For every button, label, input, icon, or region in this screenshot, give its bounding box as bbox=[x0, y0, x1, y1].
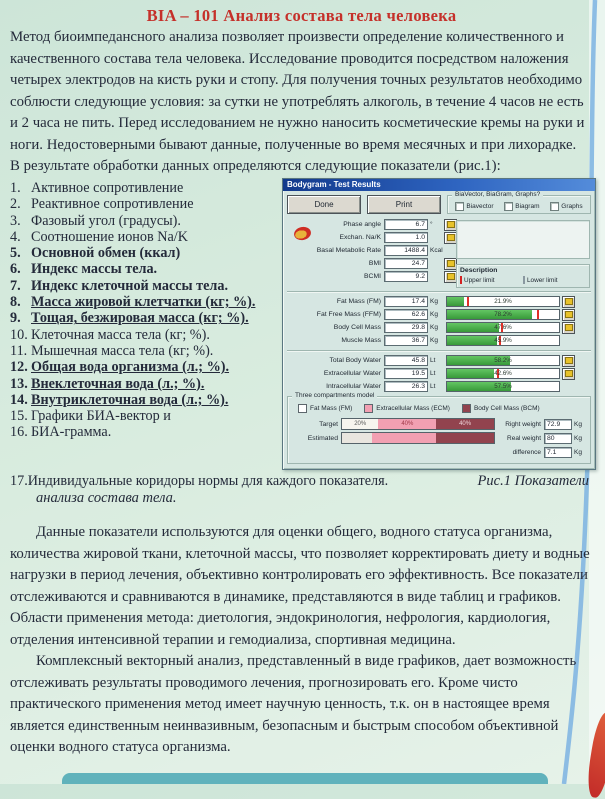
result-value-input[interactable]: 36.7 bbox=[384, 335, 428, 346]
compartment-legend-item[interactable] bbox=[364, 404, 450, 413]
weight-row bbox=[495, 417, 586, 431]
upper-limit-label: Upper limit bbox=[464, 276, 495, 284]
water-results bbox=[287, 355, 591, 392]
weight-value-input[interactable]: 80 bbox=[544, 433, 572, 444]
norm-table-icon bbox=[565, 311, 573, 318]
field-label: Exchan. Na/K bbox=[339, 234, 381, 241]
weight-label: Right weight bbox=[505, 420, 541, 428]
result-value-input[interactable]: 62.6 bbox=[384, 309, 428, 320]
weight-value-input[interactable]: 72.9 bbox=[544, 419, 572, 430]
akern-logo-icon bbox=[294, 227, 311, 240]
field-row bbox=[287, 232, 459, 243]
limits-legend bbox=[460, 276, 586, 284]
list-item bbox=[10, 310, 278, 326]
estimated-label: Estimated bbox=[307, 434, 338, 442]
checkbox-label: Graphs bbox=[561, 203, 583, 210]
percent-bar bbox=[446, 322, 560, 333]
list-item-number: 6. bbox=[10, 261, 21, 278]
result-value-input[interactable]: 45.8 bbox=[384, 355, 428, 366]
list-item-number: 11. bbox=[10, 342, 28, 359]
legend-swatch-icon bbox=[298, 404, 307, 413]
list-item-text: Общая вода организма (л.; %). bbox=[31, 359, 230, 376]
list-item-number: 13. bbox=[10, 375, 28, 392]
item17-caption-row bbox=[10, 473, 593, 490]
window-toolbar bbox=[287, 191, 591, 214]
norm-table-button[interactable] bbox=[562, 322, 575, 334]
weight-label: difference bbox=[512, 448, 541, 456]
graph-options-label: BiaVector, BiaGram, Graphs? bbox=[452, 191, 543, 198]
percent-value: 21.9% bbox=[494, 298, 512, 305]
list-item bbox=[10, 180, 278, 196]
list-item bbox=[10, 343, 278, 359]
norm-table-icon bbox=[447, 221, 455, 228]
figure-column bbox=[282, 178, 596, 470]
list-item bbox=[10, 376, 278, 392]
list-item bbox=[10, 229, 278, 245]
estimated-bar bbox=[341, 432, 495, 444]
list-item-text: БИА-грамма. bbox=[31, 424, 112, 441]
percent-bar bbox=[446, 355, 560, 366]
result-label: Intracellular Water bbox=[326, 383, 381, 390]
list-item-text: Активное сопротивление bbox=[31, 180, 184, 196]
option-biagram[interactable] bbox=[504, 202, 539, 211]
target-segment: 40% bbox=[378, 419, 436, 429]
list-item bbox=[10, 196, 278, 212]
list-item-text: Внеклеточная вода (л.; %). bbox=[31, 375, 205, 392]
norm-table-icon bbox=[447, 234, 455, 241]
list-item-number: 7. bbox=[10, 277, 21, 294]
target-bar bbox=[341, 418, 495, 430]
list-item bbox=[10, 327, 278, 343]
compartment-legend-item[interactable] bbox=[462, 404, 540, 413]
estimated-segment bbox=[436, 433, 494, 443]
field-row bbox=[287, 258, 459, 269]
weight-row bbox=[495, 445, 586, 459]
checkbox-label: Biavector bbox=[466, 203, 494, 210]
description-group bbox=[456, 264, 590, 288]
list-item-number: 5. bbox=[10, 245, 21, 262]
field-row bbox=[287, 245, 459, 256]
list-item bbox=[10, 294, 278, 310]
figure-caption-line1: Рис.1 Показатели bbox=[477, 473, 589, 489]
result-value-input[interactable]: 19.5 bbox=[384, 368, 428, 379]
scalar-results-area bbox=[287, 219, 591, 287]
list-item-17: 17.Индивидуальные коридоры нормы для каждого показателя. bbox=[10, 473, 389, 489]
page-title: BIA – 101 Анализ состава тела человека bbox=[146, 6, 457, 25]
list-item-text: Клеточная масса тела (кг; %). bbox=[31, 326, 210, 343]
legend-swatch-icon bbox=[364, 404, 373, 413]
three-compartments-group bbox=[287, 392, 591, 464]
weight-row bbox=[495, 431, 586, 445]
percent-value: 45.9% bbox=[494, 337, 512, 344]
field-label: Phase angle bbox=[343, 221, 381, 228]
list-item-text: Индекс клеточной массы тела. bbox=[31, 277, 229, 294]
list-item bbox=[10, 359, 278, 375]
upper-limit-tick-icon bbox=[460, 276, 462, 284]
norm-table-icon bbox=[565, 357, 573, 364]
result-value-input[interactable]: 29.8 bbox=[384, 322, 428, 333]
percent-bar bbox=[446, 296, 560, 307]
result-row bbox=[287, 296, 591, 307]
window-titlebar: Bodygram - Test Results bbox=[283, 179, 595, 191]
list-item-text: Индекс массы тела. bbox=[31, 261, 158, 278]
weight-unit: Kg bbox=[574, 420, 582, 428]
weight-unit: Kg bbox=[574, 434, 582, 442]
list-item-text: Соотношение ионов Na/K bbox=[31, 228, 188, 245]
result-row bbox=[287, 381, 591, 392]
done-button[interactable]: Done bbox=[287, 195, 361, 214]
result-label: Muscle Mass bbox=[341, 337, 381, 344]
window-body bbox=[283, 191, 595, 469]
compartments-body bbox=[292, 417, 586, 459]
separator bbox=[287, 350, 591, 351]
percent-bar bbox=[446, 381, 560, 392]
list-item-text: Основной обмен (ккал) bbox=[31, 245, 181, 262]
checkbox-icon[interactable] bbox=[504, 202, 513, 211]
three-compartments-label: Three compartments model bbox=[292, 392, 377, 399]
target-label: Target bbox=[319, 420, 338, 428]
paragraph-method: Метод биоимпедансного анализа позволяет произвести определение количественного и качественного состава тела человека. Исследование проводится посредством наложения четырех электродов на кисть руки и стопу. Для получения точных результатов необходимо соблюсти следующие условия: за сутки не употреблять алкоголь, в течение 4 часов не есть и 2 часа не пить. Перед исследованием не нужно наносить косметические кремы на руки и ноги. Недостоверными бывают данные, полученные во время месячных и при лихорадке. bbox=[10, 29, 585, 153]
field-unit: ° bbox=[430, 221, 433, 228]
graph-options-group bbox=[447, 191, 591, 214]
result-unit: Kg bbox=[430, 337, 438, 344]
norm-table-icon bbox=[447, 260, 455, 267]
percent-bar bbox=[446, 309, 560, 320]
bodygram-window bbox=[282, 178, 596, 470]
compartments-bars bbox=[292, 417, 495, 459]
norm-table-button[interactable] bbox=[562, 296, 575, 308]
list-item-number: 4. bbox=[10, 228, 21, 245]
field-value-input[interactable]: 1488.4 bbox=[384, 245, 428, 256]
right-panel bbox=[456, 220, 590, 288]
list-item-text: Тощая, безжировая масса (кг; %). bbox=[31, 310, 249, 327]
list-item bbox=[10, 213, 278, 229]
list-item-number: 14. bbox=[10, 391, 28, 408]
result-row bbox=[287, 355, 591, 366]
checkbox-label: Biagram bbox=[515, 203, 540, 210]
norm-table-button[interactable] bbox=[562, 368, 575, 380]
field-value-input[interactable]: 24.7 bbox=[384, 258, 428, 269]
paragraph-applications: Данные показатели используются для оценки общего, водного статуса организма, количества жировой ткани, клеточной массы, что позволяет корректировать диету и водные нагрузки в период лечения, объективно контролировать его эффективность. Все показатели отслеживаются и сравниваются в динамике, представляются в виде таблиц и графиков. Области применения метода: диетология, эндокринология, нефрология, кардиология, отделения интенсивной терапии и гемодиализа, спортивная медицина. bbox=[10, 524, 590, 648]
result-unit: Lt bbox=[430, 357, 436, 364]
result-label: Fat Mass (FM) bbox=[336, 298, 381, 305]
target-segment: 40% bbox=[436, 419, 494, 429]
list-item-number: 3. bbox=[10, 212, 21, 229]
result-unit: Kg bbox=[430, 298, 438, 305]
percent-value: 78.2% bbox=[494, 311, 512, 318]
notes-box bbox=[456, 220, 590, 259]
legend-label: Body Cell Mass (BCM) bbox=[473, 405, 540, 412]
result-label: Extracellular Water bbox=[323, 370, 381, 377]
field-value-input[interactable]: 6.7 bbox=[384, 219, 428, 230]
result-label: Fat Free Mass (FFM) bbox=[316, 311, 381, 318]
result-row bbox=[287, 322, 591, 333]
weight-unit: Kg bbox=[574, 448, 582, 456]
lower-limit-legend bbox=[523, 276, 586, 284]
description-label: Description bbox=[460, 267, 498, 274]
norm-table-button[interactable] bbox=[562, 309, 575, 321]
list-item-number: 2. bbox=[10, 196, 21, 213]
lower-limit-tick-icon bbox=[523, 276, 525, 284]
field-row bbox=[287, 219, 459, 230]
field-unit: Kcal bbox=[430, 247, 443, 254]
percent-value: 47.6% bbox=[494, 324, 512, 331]
list-item-text: Мышечная масса тела (кг; %). bbox=[31, 342, 214, 359]
list-item bbox=[10, 392, 278, 408]
percent-value: 57.5% bbox=[494, 383, 512, 390]
graph-options-checkboxes bbox=[450, 202, 588, 211]
estimated-segment bbox=[342, 433, 372, 443]
scalar-fields bbox=[287, 219, 459, 282]
field-value-input[interactable]: 1.0 bbox=[384, 232, 428, 243]
list-item bbox=[10, 408, 278, 424]
figure-caption-line2: анализа состава тела. bbox=[36, 490, 177, 506]
list-item-number: 1. bbox=[10, 180, 21, 196]
list-item bbox=[10, 278, 278, 294]
norm-table-icon bbox=[565, 370, 573, 377]
upper-limit-legend bbox=[460, 276, 523, 284]
result-unit: Kg bbox=[430, 324, 438, 331]
result-value-input[interactable]: 26.3 bbox=[384, 381, 428, 392]
list-item bbox=[10, 424, 278, 440]
compartment-legend-item[interactable] bbox=[298, 404, 352, 413]
estimated-row bbox=[292, 431, 495, 445]
compartments-legend bbox=[298, 404, 586, 413]
option-biavector[interactable] bbox=[455, 202, 493, 211]
weight-label: Real weight bbox=[507, 434, 541, 442]
list-item-number: 16. bbox=[10, 424, 28, 441]
list-intro: В результате обработки данных определяются следующие показатели (рис.1): bbox=[10, 158, 501, 174]
list-item-text: Масса жировой клетчатки (кг; %). bbox=[31, 294, 256, 311]
estimated-segment bbox=[372, 433, 436, 443]
result-label: Total Body Water bbox=[329, 357, 381, 364]
field-label: BCMI bbox=[364, 273, 381, 280]
print-button[interactable]: Print bbox=[367, 195, 441, 214]
legend-swatch-icon bbox=[462, 404, 471, 413]
field-label: BMI bbox=[368, 260, 381, 267]
field-value-input[interactable]: 9.2 bbox=[384, 271, 428, 282]
weights-panel bbox=[495, 417, 586, 459]
result-row bbox=[287, 335, 591, 346]
list-item-text: Фазовый угол (градусы). bbox=[31, 212, 181, 229]
checkbox-icon[interactable] bbox=[455, 202, 464, 211]
checkbox-icon[interactable] bbox=[550, 202, 559, 211]
list-item-text: Графики БИА-вектор и bbox=[31, 408, 171, 425]
mass-results bbox=[287, 296, 591, 346]
result-label: Body Cell Mass bbox=[333, 324, 381, 331]
target-segment: 20% bbox=[342, 419, 378, 429]
result-unit: Lt bbox=[430, 370, 436, 377]
norm-table-icon bbox=[565, 324, 573, 331]
lower-limit-label: Lower limit bbox=[527, 276, 558, 284]
list-item-number: 12. bbox=[10, 359, 28, 376]
norm-table-icon bbox=[565, 298, 573, 305]
field-row bbox=[287, 271, 459, 282]
result-unit: Kg bbox=[430, 311, 438, 318]
weight-value-input[interactable]: 7.1 bbox=[544, 447, 572, 458]
percent-bar bbox=[446, 335, 560, 346]
list-item-text: Внутриклеточная вода (л.; %). bbox=[31, 391, 229, 408]
option-graphs[interactable] bbox=[550, 202, 582, 211]
result-row bbox=[287, 309, 591, 320]
result-value-input[interactable]: 17.4 bbox=[384, 296, 428, 307]
percent-value: 42.6% bbox=[494, 370, 512, 377]
field-label: Basal Metabolic Rate bbox=[316, 247, 381, 254]
indicator-list bbox=[10, 178, 278, 441]
legend-label: Extracellular Mass (ECM) bbox=[376, 405, 450, 412]
list-item-number: 10. bbox=[10, 326, 28, 343]
list-item bbox=[10, 261, 278, 277]
list-item bbox=[10, 245, 278, 261]
norm-table-button[interactable] bbox=[562, 355, 575, 367]
percent-value: 58.2% bbox=[494, 357, 512, 364]
list-item-number: 15. bbox=[10, 408, 28, 425]
list-item-number: 8. bbox=[10, 294, 21, 311]
list-item-text: Реактивное сопротивление bbox=[31, 196, 194, 213]
list-and-figure-row bbox=[10, 178, 593, 470]
result-unit: Lt bbox=[430, 383, 436, 390]
paragraph-vector-analysis: Комплексный векторный анализ, представленный в виде графиков, дает возможность отслеживать результаты проводимого лечения, прогнозировать его. Кроме чисто практического применения метод имеет научную ценность, т.к. он в настоящее время является единственным неинвазивным, безопасным и быстрым способом объективной оценки водного статуса организма. bbox=[10, 653, 577, 755]
result-row bbox=[287, 368, 591, 379]
norm-table-icon bbox=[447, 273, 455, 280]
percent-bar bbox=[446, 368, 560, 379]
separator bbox=[287, 291, 591, 292]
list-item-number: 9. bbox=[10, 310, 21, 327]
legend-label: Fat Mass (FM) bbox=[310, 405, 353, 412]
target-row bbox=[292, 417, 495, 431]
